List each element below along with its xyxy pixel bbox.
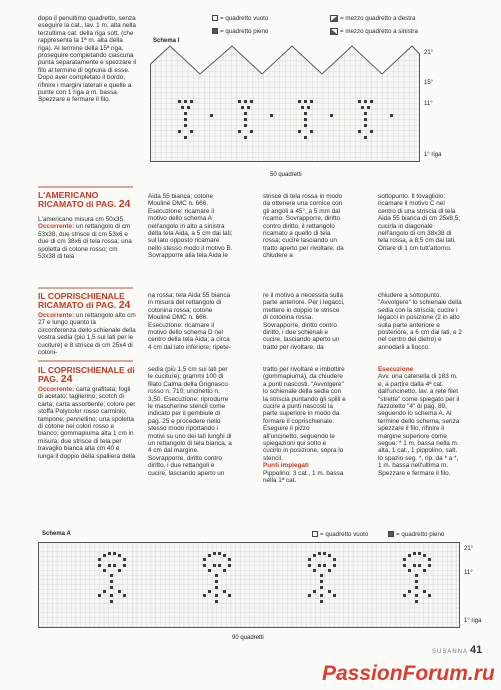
schema-top-row-15: 15° xyxy=(424,80,434,86)
schema-top-label: Schema I xyxy=(153,38,180,44)
half-left-triangle-icon xyxy=(330,28,338,35)
intro-text: dopo il penultimo quadretto, senza eseguire la cat., lav. 1 m. alta nella terzultima cat. della riga sott. (che rappresenta la 1ª m. alta della riga). Al termine della 15ª riga, proseguire completando ciascuna punta separatamente e spezzare il filo al termine di ognuna di esse. Dopo aver completato il bordo, rifinire i margini laterali e quelle a punte con 1 riga a m. bassa. Spezzare e fermare il filo. xyxy=(38,15,137,104)
magazine-brand: SUSANNA xyxy=(432,649,469,655)
sec1-col2: Aida 55 bianca; cotone Mouliné DMC n. 666. Esecuzione: ricamare il motivo dello schema A nell'angolo in alto a sinistra della tela Aida, a 5 cm dai lati; sul lato opposto ricamare nello stesso modo il motivo B. Sovrapporre alla tela Aida le xyxy=(148,193,233,260)
schema-bottom-legend-empty: = quadretto vuoto xyxy=(312,531,368,538)
schema-top-row-21: 21° xyxy=(424,50,434,56)
sec3-col4: Esecuzione Avv. una catenella di 183 m. e, a partire dalla 4ª cat. dall'uncinetto, lav. a rete filet "strette" come spiegato per il fazzoletto "4" di pag. 89, seguendo lo schema A. Al termine dello schema, senza spezzare il filo, rifinire il margine superiore come segue: * 1 m. bassa nella m. alta, 1 cat., 1 pippolino, salt. lo spazio seg. *, rip. da * a *, 1 m. bassa nell'ultima m. Spezzare e fermare il filo. xyxy=(378,366,460,477)
full-square-icon xyxy=(212,28,218,34)
legend-full: = quadretto pieno xyxy=(212,28,268,35)
schema-top-grid xyxy=(150,44,420,162)
legend-half-right: = mezzo quadretto a destra xyxy=(330,15,416,22)
half-right-triangle-icon xyxy=(330,15,338,22)
schema-bottom-row-11: 11° xyxy=(464,570,473,576)
empty-square-icon xyxy=(212,15,218,21)
legend-empty: = quadretto vuoto xyxy=(212,15,268,22)
page-number: 41 xyxy=(470,644,483,656)
schema-bottom-row-21: 21° xyxy=(464,546,474,552)
sec3-title: IL COPRISCHIENALE di PAG. 24 xyxy=(38,365,135,386)
sec1-col3: strisce di tela rossa in modo da ottenere una cornice con gli angoli a 45°, a 5 mm dal ricamo. Sovrapporre, diritto contro diritto, il rettangolo ricamato a quello di tela rossa; cucire lasciando un tratto aperto per rivoltare, da chiudere a xyxy=(263,193,344,260)
section-divider xyxy=(38,360,133,362)
schema-bottom-label: Schema A xyxy=(42,531,71,537)
section-divider xyxy=(38,186,133,188)
sec1-title: L'AMERICANO RICAMATO di PAG. 24 xyxy=(38,190,131,211)
schema-top-row-11: 11° xyxy=(424,101,433,107)
sec2-col3: re il motivo a necessità sulla parte anteriore. Per i legacci, mettere in doppio le strisce di cotonina rossa. Sovrapporre, diritto contro diritto, i due schienali e cucire, lasciando aperto un tratto per rivoltare, da xyxy=(263,292,345,351)
sec2-col4: chiudere a sottopunto. "Avvolgere" lo schienale della sedia con la striscia; cucire i legacci in posizione (2 in alto sulla parte anteriore e posteriore, a 6 cm dai lati, e 2 nel centro dei dietro) e annodarli a fiocco. xyxy=(378,292,462,351)
schema-bottom-legend-full: = quadretto pieno xyxy=(388,531,444,538)
sec3-col3: tratto per rivoltare e imbottire (gommapiuma), da chiudere a punti nascosti. "Avvolgere" lo schienale della sedia con la striscia puntando gli spilli e cucire a punti nascosti la parte superiore in modo da formare il coprischienale. Eseguire il pizzo all'uncinetto, seguendo le spiegazioni qui sotto e cucirlo in posizione, sopra lo stencil. Punti impiegati Pippolino: 3 cat., 1 m. bassa nella 1ª cat. xyxy=(263,366,346,485)
sec3-col1: Occorrente: carta grafitata; fogli di acetato; taglierino; scotch di carta; carta assorbente; colore per stoffa Polycolor rosso carminio; tampone; pennellino; una spoletta di cotone nei colori rosso e bianco; gommapiuma alta 1 cm in misura; due strisce di tela per travaglio bianca alta cm 40 e lunga il doppio della spalliera della xyxy=(38,386,136,460)
sec2-col2: na rossa; tela Aida 55 bianca in misura del rettangolo di cotonina rossa; cotone Mouliné DMC n. 666. Esecuzione: ricamare il motivo dello schema D nel centro della tela Aida; a circa 4 cm dal lato inferiore; ripete- xyxy=(148,292,231,351)
empty-square-icon xyxy=(312,531,318,537)
sec2-title: IL COPRISCHIENALE RICAMATO di PAG. 24 xyxy=(38,291,131,312)
schema-top-row-1: 1° riga xyxy=(424,152,442,158)
section-divider xyxy=(38,287,133,289)
sec3-col2: sedia (più 1,5 cm sui lati per le cuciture); grammi 100 di filato Calma della Grignasco rosso n. 710; uncinetto n. 3,50. Esecuzione: riprodurre le mascherine stencil come indicato per il gembiule di pag. 25 e procedere nello stesso modo riportando i motivi su uno dei lati lunghi di un rettangolo di tela bianca, a 4 cm dal margine. Sovrapporre, diritto contro diritto, i due rettangoli e cucire, lasciando aperto un xyxy=(148,366,232,477)
sec1-col1: L'americano misura cm 50x35. Occorrente: un rettangolo di cm 53x38, due strisce di cm 53x6 e due di cm 38x6 di tela rossa; una spoletta di cotone rosso; cm 53x38 di tela xyxy=(38,216,132,261)
schema-bottom-width-label: 90 quadretti xyxy=(232,635,264,641)
watermark: PassionForum.ru xyxy=(322,662,495,685)
full-square-icon xyxy=(388,531,394,537)
legend-half-left: = mezzo quadretto a sinistra xyxy=(330,28,418,35)
schema-bottom-grid xyxy=(38,542,460,628)
sec2-col1: Occorrente: un rettangolo alto cm 27 e lungo quanto la circonferenza dello schienale della vostra sedia (più 1,5 sui lati per le cuciture) e 8 strisce di cm 25x4 di cotoni- xyxy=(38,312,136,357)
schema-bottom-row-1: 1° riga xyxy=(464,618,482,624)
schema-top-width-label: 50 quadretti xyxy=(270,172,302,178)
sec1-col4: sottopunto. Il tovagliolo: ricamare il motivo C nel centro di una striscia di tela Aida 55 bianca di cm 25x8,5; cucirla in diagonale nell'angolo di cm 38x38 di tela rossa, a 8,5 cm dai lati. Orlare di 1 cm tutt'attorno. xyxy=(378,193,461,252)
